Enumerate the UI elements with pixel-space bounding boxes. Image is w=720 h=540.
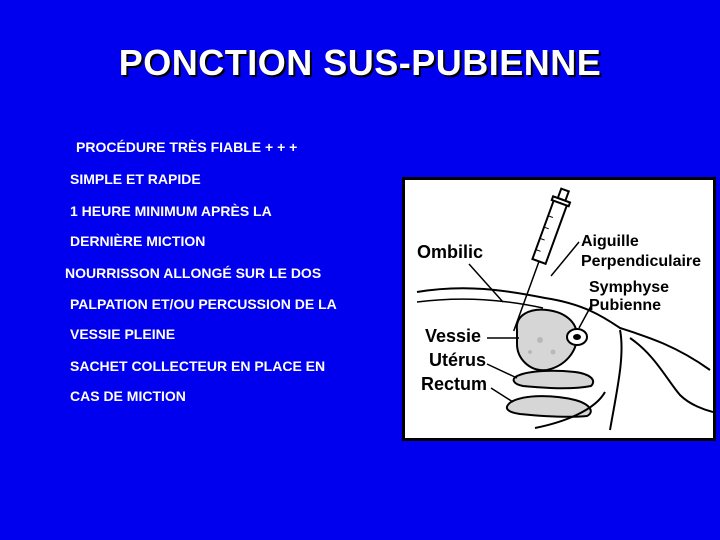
leader-uterus xyxy=(487,364,517,378)
bullet-line: NOURRISSON ALLONGÉ SUR LE DOS xyxy=(65,265,322,281)
bullet-line: PROCÉDURE TRÈS FIABLE + + + xyxy=(76,139,298,155)
bullet-line: PALPATION ET/OU PERCUSSION DE LA xyxy=(70,296,337,312)
label-symphyse: Symphyse xyxy=(589,279,670,296)
symphysis-inner xyxy=(573,334,581,340)
label-pubienne: Pubienne xyxy=(589,297,662,314)
bullet-line: SACHET COLLECTEUR EN PLACE EN xyxy=(70,358,326,374)
bullet-line: 1 HEURE MINIMUM APRÈS LA xyxy=(70,203,272,219)
bladder-texture xyxy=(528,350,532,354)
label-uterus: Utérus xyxy=(429,350,487,370)
suprapubic-puncture-diagram xyxy=(405,180,713,438)
bullet-line: DERNIÈRE MICTION xyxy=(70,233,206,249)
leader-rectum xyxy=(491,388,513,402)
label-aiguille: Aiguille xyxy=(581,233,639,250)
bladder-texture xyxy=(537,337,543,343)
bullet-line: VESSIE PLEINE xyxy=(70,326,176,342)
label-perpendiculaire: Perpendiculaire xyxy=(581,253,702,270)
leader-aiguille xyxy=(551,242,579,276)
anatomy-illustration xyxy=(402,177,716,441)
bullet-line: CAS DE MICTION xyxy=(70,388,186,404)
label-ombilic: Ombilic xyxy=(417,242,484,262)
label-vessie: Vessie xyxy=(425,326,482,346)
bullet-line: SIMPLE ET RAPIDE xyxy=(70,171,201,187)
slide-title: PONCTION SUS-PUBIENNE xyxy=(118,42,602,83)
leg-outline xyxy=(630,338,713,412)
uterus-shape xyxy=(514,371,594,389)
bladder-texture xyxy=(551,350,556,355)
label-rectum: Rectum xyxy=(421,374,488,394)
leader-ombilic xyxy=(469,264,503,302)
perineum-outline xyxy=(610,330,622,430)
